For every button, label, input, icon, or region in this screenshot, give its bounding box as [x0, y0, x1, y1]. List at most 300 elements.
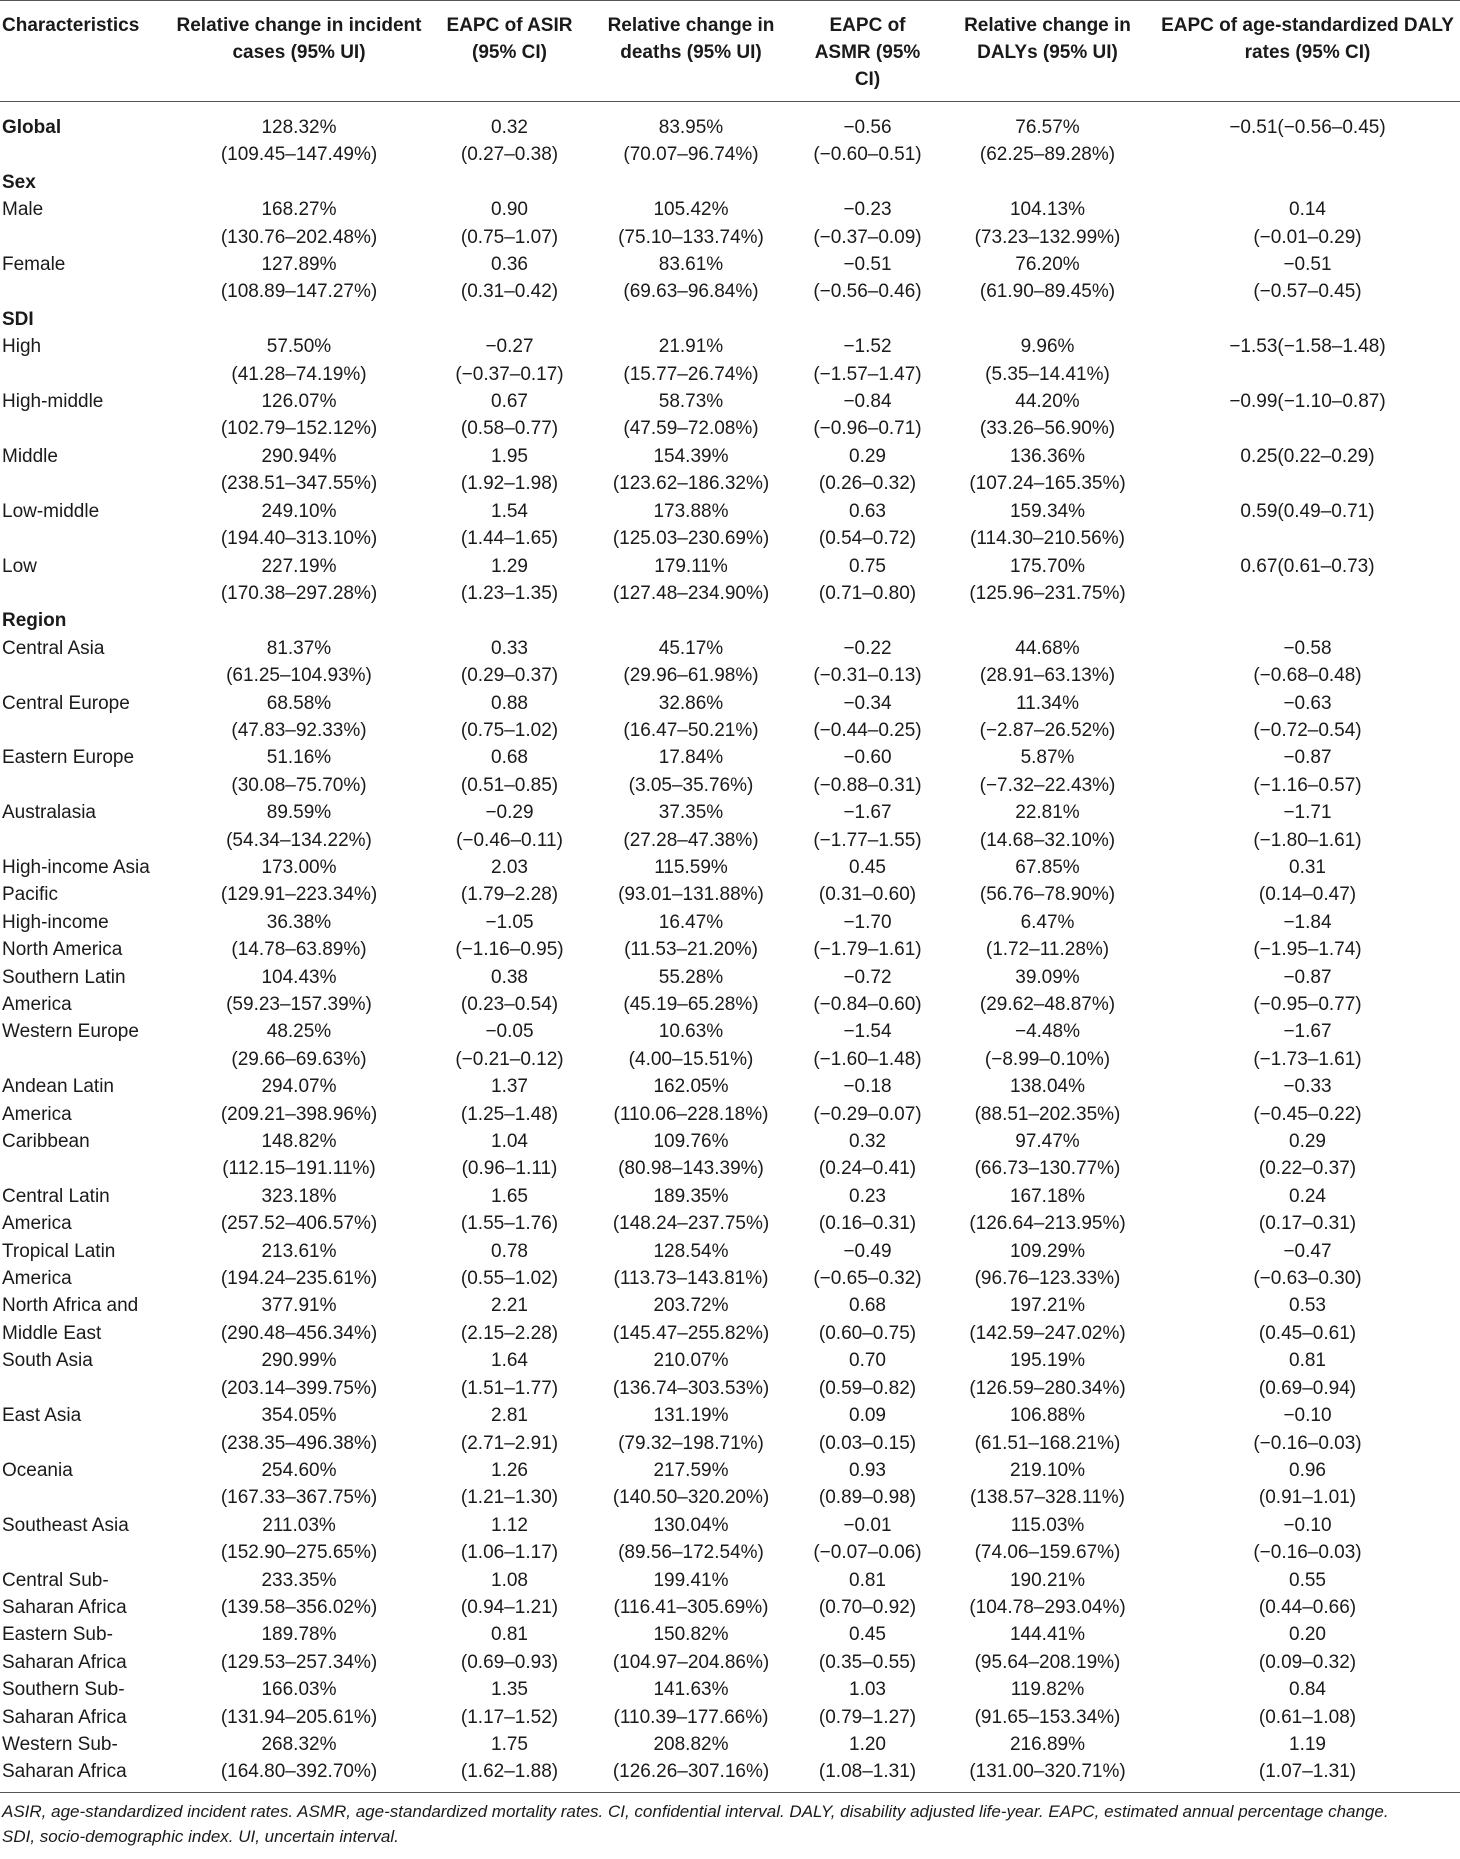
- cell-estimate: 141.63%: [653, 1679, 729, 1701]
- cell-estimate: 0.29: [1289, 1131, 1326, 1153]
- cell-interval: (29.96–61.98%): [623, 665, 759, 687]
- table-cell: [166, 1292, 432, 1347]
- table-cell: [166, 1676, 432, 1731]
- cell-interval: (0.16–0.31): [818, 1213, 917, 1235]
- cell-estimate: 0.24: [1289, 1185, 1326, 1207]
- table-cell: [1155, 635, 1460, 690]
- cell-estimate: −0.18: [843, 1076, 892, 1098]
- cell-interval: (−0.44–0.25): [813, 719, 922, 741]
- table-row: [0, 388, 1460, 443]
- table-row: [0, 1347, 1460, 1402]
- table-cell: [166, 114, 432, 169]
- table-cell: [587, 333, 795, 388]
- table-cell: [587, 964, 795, 1019]
- cell-estimate: 323.18%: [261, 1185, 337, 1207]
- table-cell: [587, 1621, 795, 1676]
- cell-estimate: 175.70%: [1009, 555, 1085, 577]
- cell-estimate: 76.57%: [1015, 117, 1080, 138]
- cell-estimate: 2.03: [491, 856, 528, 878]
- cell-interval: (−1.60–1.48): [813, 1048, 922, 1070]
- cell-estimate: 0.55: [1289, 1569, 1326, 1591]
- cell-interval: (96.76–123.33%): [974, 1268, 1121, 1290]
- row-label-line-1: High-middle: [2, 391, 104, 413]
- table-cell: [587, 1018, 795, 1073]
- cell-interval: (203.14–399.75%): [220, 1377, 378, 1399]
- cell-interval: (30.08–75.70%): [231, 774, 367, 796]
- cell-estimate: 189.35%: [653, 1185, 729, 1207]
- cell-interval: (145.47–255.82%): [612, 1322, 770, 1344]
- group-heading: Sex: [2, 171, 36, 193]
- cell-interval: (0.54–0.72): [818, 528, 917, 550]
- cell-estimate: 168.27%: [261, 199, 337, 221]
- table-cell: [795, 251, 940, 306]
- cell-interval: (209.21–398.96%): [220, 1103, 378, 1125]
- cell-interval: (0.75–1.07): [460, 226, 559, 248]
- row-label-line-1: Caribbean: [2, 1131, 90, 1153]
- table-cell: [1155, 388, 1460, 443]
- header-row: [0, 1, 1460, 102]
- row-label-line-1: Central Asia: [2, 637, 105, 659]
- cell-interval: (131.94–205.61%): [220, 1706, 378, 1728]
- table-cell: [166, 388, 432, 443]
- cell-estimate: 159.34%: [1009, 500, 1085, 522]
- cell-estimate: −1.52: [843, 336, 892, 358]
- table-cell: [166, 1512, 432, 1567]
- table-cell: [587, 251, 795, 306]
- cell-estimate: 68.58%: [266, 692, 332, 714]
- cell-interval: (−0.07–0.06): [813, 1542, 922, 1564]
- cell-estimate: 216.89%: [1009, 1733, 1085, 1755]
- cell-estimate: 0.29: [849, 445, 886, 467]
- cell-estimate: 6.47%: [1020, 911, 1075, 933]
- table-row: [0, 1128, 1460, 1183]
- cell-interval: (4.00–15.51%): [628, 1048, 754, 1070]
- cell-interval: (54.34–134.22%): [226, 829, 372, 851]
- table-row: [0, 635, 1460, 690]
- cell-interval: (29.66–69.63%): [231, 1048, 367, 1070]
- table-cell: [587, 1457, 795, 1512]
- cell-interval: (91.65–153.34%): [974, 1706, 1121, 1728]
- cell-interval: (47.59–72.08%): [623, 418, 759, 440]
- table-cell: [940, 1183, 1155, 1238]
- cell-estimate: 0.68: [491, 747, 528, 769]
- table-cell: [432, 799, 587, 854]
- cell-interval: (5.35–14.41%): [985, 363, 1110, 385]
- table-cell: [795, 744, 940, 799]
- table-cell: [432, 388, 587, 443]
- cell-estimate: 104.43%: [261, 966, 337, 988]
- cell-interval: (0.17–0.31): [1258, 1213, 1357, 1235]
- cell-estimate: 0.33: [491, 637, 528, 659]
- cell-interval: (−0.21–0.12): [455, 1048, 564, 1070]
- cell-estimate: 290.99%: [261, 1350, 337, 1372]
- table-cell: [587, 114, 795, 169]
- row-label: [0, 635, 166, 690]
- cell-estimate: −0.51: [1283, 254, 1332, 276]
- cell-interval: (0.45–0.61): [1258, 1322, 1357, 1344]
- table-cell: [1155, 690, 1460, 745]
- table-row: [0, 1512, 1460, 1567]
- cell-interval: (47.83–92.33%): [231, 719, 367, 741]
- cell-estimate: −0.87: [1283, 966, 1332, 988]
- cell-estimate: 10.63%: [658, 1021, 724, 1043]
- cell-interval: (1.06–1.17): [460, 1542, 559, 1564]
- cell-estimate: −0.34: [843, 692, 892, 714]
- cell-estimate: 219.10%: [1009, 1459, 1085, 1481]
- cell-estimate: 48.25%: [266, 1021, 332, 1043]
- cell-estimate: 126.07%: [261, 391, 337, 413]
- cell-estimate: 227.19%: [261, 555, 337, 577]
- table-cell: [795, 799, 940, 854]
- table-cell: [432, 1128, 587, 1183]
- table-cell: [1155, 1731, 1460, 1792]
- table-cell: [1155, 909, 1460, 964]
- cell-estimate: 195.19%: [1009, 1350, 1085, 1372]
- cell-interval: (1.62–1.88): [460, 1761, 559, 1783]
- cell-interval: (0.24–0.41): [818, 1158, 917, 1180]
- table-cell: [166, 1183, 432, 1238]
- cell-estimate: −0.60: [843, 747, 892, 769]
- cell-estimate: 211.03%: [262, 1514, 336, 1536]
- table-cell: [1155, 553, 1460, 608]
- cell-estimate: 1.75: [491, 1733, 528, 1755]
- cell-estimate: 199.41%: [653, 1569, 729, 1591]
- table-cell: [1155, 443, 1460, 498]
- cell-interval: (0.61–1.08): [1258, 1706, 1357, 1728]
- cell-interval: (1.51–1.77): [460, 1377, 559, 1399]
- cell-estimate: 294.07%: [261, 1076, 337, 1098]
- cell-estimate: 173.00%: [261, 856, 337, 878]
- group-heading: SDI: [2, 308, 34, 330]
- table-cell: [587, 744, 795, 799]
- cell-interval: (0.60–0.75): [818, 1322, 917, 1344]
- table-cell: [940, 1402, 1155, 1457]
- cell-interval: (107.24–165.35%): [969, 473, 1126, 495]
- table-cell: [1155, 251, 1460, 306]
- row-label-line-1: Southeast Asia: [2, 1514, 129, 1536]
- cell-estimate: 1.37: [491, 1076, 528, 1098]
- table-cell: [166, 1402, 432, 1457]
- table-cell: [166, 1073, 432, 1128]
- table-cell: [166, 1567, 432, 1622]
- cell-estimate: 0.45: [849, 1624, 886, 1646]
- cell-interval: (0.44–0.66): [1258, 1596, 1357, 1618]
- cell-interval: (0.35–0.55): [818, 1651, 917, 1673]
- row-label-line-2: North America: [2, 939, 123, 961]
- cell-estimate: 0.78: [491, 1240, 528, 1262]
- cell-estimate: 44.20%: [1015, 391, 1080, 413]
- cell-estimate: 354.05%: [261, 1405, 337, 1427]
- table-cell: [795, 333, 940, 388]
- cell-estimate: 0.31: [1289, 856, 1326, 878]
- cell-estimate: 268.32%: [261, 1733, 337, 1755]
- cell-interval: (1.72–11.28%): [985, 939, 1110, 961]
- table-cell: [940, 1347, 1155, 1402]
- cell-interval: (41.28–74.19%): [231, 363, 367, 385]
- row-label: [0, 1073, 166, 1128]
- cell-estimate: 1.03: [849, 1679, 886, 1701]
- table-cell: [587, 799, 795, 854]
- table-cell: [587, 909, 795, 964]
- cell-estimate: 39.09%: [1015, 966, 1080, 988]
- cell-estimate: −0.10: [1283, 1405, 1332, 1427]
- table-cell: [1155, 1238, 1460, 1293]
- cell-estimate: 1.04: [491, 1131, 528, 1153]
- table-row: [0, 854, 1460, 909]
- cell-interval: (−1.73–1.61): [1253, 1048, 1362, 1070]
- cell-estimate: 208.82%: [653, 1733, 729, 1755]
- cell-interval: (0.14–0.47): [1258, 884, 1357, 906]
- cell-estimate: 22.81%: [1015, 802, 1080, 824]
- row-label-line-1: Female: [2, 254, 66, 276]
- footnote-line-1: ASIR, age-standardized incident rates. ASMR, age-standardized mortality rates. CI, confidential interval. DALY, disability adjusted life-year. EAPC, estimated annual percentage change.: [2, 1801, 1389, 1821]
- row-label-line-2: Saharan Africa: [2, 1706, 127, 1728]
- cell-interval: (0.27–0.38): [460, 144, 559, 166]
- cell-interval: (0.70–0.92): [818, 1596, 917, 1618]
- cell-interval: (0.58–0.77): [460, 418, 559, 440]
- table-cell: [940, 1073, 1155, 1128]
- cell-estimate: 45.17%: [658, 637, 724, 659]
- cell-interval: (−0.01–0.29): [1253, 226, 1362, 248]
- table-cell: [940, 1567, 1155, 1622]
- table-cell: [166, 1347, 432, 1402]
- table-cell: [432, 1676, 587, 1731]
- table-cell: [1155, 1018, 1460, 1073]
- table-cell: [940, 964, 1155, 1019]
- cell-interval: (−0.45–0.22): [1253, 1103, 1362, 1125]
- table-row: [0, 1018, 1460, 1073]
- cell-estimate: −0.27: [485, 336, 534, 358]
- cell-estimate: −1.70: [843, 911, 892, 933]
- cell-estimate: 0.75: [849, 555, 886, 577]
- spacer-row: [0, 102, 1460, 115]
- row-label-line-1: High: [2, 336, 42, 358]
- cell-interval: (−0.16–0.03): [1253, 1542, 1362, 1564]
- cell-estimate: 0.14: [1289, 199, 1326, 221]
- table-cell: [587, 498, 795, 553]
- cell-interval: (0.59–0.82): [818, 1377, 917, 1399]
- table-cell: [795, 1073, 940, 1128]
- cell-interval: (−0.16–0.03): [1253, 1432, 1362, 1454]
- cell-interval: (113.73–143.81%): [613, 1268, 769, 1290]
- cell-estimate: 1.20: [849, 1733, 886, 1755]
- cell-interval: (−0.29–0.07): [813, 1103, 922, 1125]
- table-cell: [795, 1018, 940, 1073]
- table-row: [0, 1621, 1460, 1676]
- table-cell: [166, 251, 432, 306]
- cell-interval: (56.76–78.90%): [979, 884, 1116, 906]
- table-cell: [795, 498, 940, 553]
- cell-interval: (1.25–1.48): [460, 1103, 559, 1125]
- table-row: [0, 251, 1460, 306]
- table-cell: [432, 1621, 587, 1676]
- cell-interval: (290.48–456.34%): [220, 1322, 378, 1344]
- header-incident-change: Relative change in incident cases (95% UI): [166, 1, 432, 102]
- cell-estimate: −0.23: [843, 199, 892, 221]
- cell-interval: (61.25–104.93%): [226, 665, 372, 687]
- cell-estimate: −0.10: [1283, 1514, 1332, 1536]
- table-footnote: [0, 1793, 1460, 1849]
- cell-estimate: 115.59%: [654, 856, 728, 878]
- table-cell: [1155, 1347, 1460, 1402]
- cell-estimate: 51.16%: [266, 747, 332, 769]
- cell-interval: (−1.79–1.61): [813, 939, 922, 961]
- table-cell: [432, 1018, 587, 1073]
- cell-interval: (152.90–275.65%): [220, 1542, 378, 1564]
- cell-estimate: −1.84: [1283, 911, 1332, 933]
- cell-estimate: 189.78%: [261, 1624, 337, 1646]
- cell-interval: (0.29–0.37): [460, 665, 559, 687]
- row-label-line-1: Global: [2, 117, 62, 138]
- cell-estimate: 128.32%: [261, 117, 337, 138]
- cell-estimate: 21.91%: [658, 336, 724, 358]
- table-cell: [1155, 1457, 1460, 1512]
- table-row: [0, 443, 1460, 498]
- cell-interval: (125.03–230.69%): [612, 528, 770, 550]
- cell-estimate: 166.03%: [261, 1679, 337, 1701]
- table-cell: [166, 744, 432, 799]
- cell-estimate: −0.22: [843, 637, 892, 659]
- cell-estimate: 254.60%: [261, 1459, 337, 1481]
- cell-estimate: 148.82%: [261, 1131, 337, 1153]
- row-label-line-1: Western Europe: [2, 1021, 139, 1043]
- table-cell: [1155, 1567, 1460, 1622]
- cell-interval: (110.06–228.18%): [613, 1103, 769, 1125]
- cell-interval: (238.51–347.55%): [220, 473, 378, 495]
- cell-interval: (−1.16–0.57): [1253, 774, 1362, 796]
- cell-estimate: 167.18%: [1009, 1185, 1085, 1207]
- table-cell: [587, 854, 795, 909]
- table-cell: [432, 196, 587, 251]
- cell-interval: (−0.68–0.48): [1253, 665, 1362, 687]
- cell-estimate: 83.95%: [658, 117, 724, 138]
- table-cell: [166, 1128, 432, 1183]
- table-cell: [795, 196, 940, 251]
- cell-estimate: 130.04%: [653, 1514, 729, 1536]
- cell-estimate: 67.85%: [1015, 856, 1080, 878]
- cell-interval: (130.76–202.48%): [220, 226, 378, 248]
- cell-interval: (238.35–496.38%): [220, 1432, 378, 1454]
- cell-estimate: 115.03%: [1010, 1514, 1085, 1536]
- cell-interval: (0.09–0.32): [1258, 1651, 1357, 1673]
- cell-interval: (125.96–231.75%): [969, 582, 1126, 604]
- header-eapc-asir: EAPC of ASIR (95% CI): [432, 1, 587, 102]
- cell-interval: (0.03–0.15): [818, 1432, 917, 1454]
- cell-estimate: 0.32: [849, 1131, 886, 1153]
- table-cell: [795, 1676, 940, 1731]
- group-heading: Region: [2, 610, 67, 632]
- cell-estimate: 213.61%: [261, 1240, 337, 1262]
- cell-estimate: 1.19: [1289, 1733, 1326, 1755]
- cell-estimate: −0.51(−0.56–0.45): [1229, 117, 1386, 138]
- table-cell: [1155, 1676, 1460, 1731]
- cell-interval: (140.50–320.20%): [612, 1487, 770, 1509]
- header-deaths-change: Relative change in deaths (95% UI): [587, 1, 795, 102]
- cell-estimate: 16.47%: [658, 911, 724, 933]
- row-label-line-1: Low-middle: [2, 500, 100, 522]
- row-label: [0, 1183, 166, 1238]
- row-label-line-1: East Asia: [2, 1405, 82, 1427]
- cell-interval: (2.15–2.28): [460, 1322, 559, 1344]
- cell-interval: (167.33–367.75%): [220, 1487, 378, 1509]
- table-cell: [1155, 1073, 1460, 1128]
- cell-estimate: −0.49: [843, 1240, 892, 1262]
- cell-estimate: 1.95: [491, 445, 528, 467]
- cell-estimate: −1.67: [1283, 1021, 1332, 1043]
- cell-interval: (102.79–152.12%): [220, 418, 378, 440]
- cell-interval: (0.26–0.32): [818, 473, 917, 495]
- cell-interval: (0.22–0.37): [1258, 1158, 1357, 1180]
- cell-estimate: 17.84%: [658, 747, 724, 769]
- table-cell: [432, 1512, 587, 1567]
- cell-estimate: −0.58: [1283, 637, 1332, 659]
- table-row: [0, 799, 1460, 854]
- cell-interval: (170.38–297.28%): [220, 582, 378, 604]
- cell-estimate: −0.01: [843, 1514, 892, 1536]
- table-cell: [1155, 114, 1460, 169]
- cell-estimate: 105.42%: [653, 199, 729, 221]
- table-cell: [432, 1402, 587, 1457]
- cell-estimate: 162.05%: [653, 1076, 729, 1098]
- cell-interval: (104.97–204.86%): [612, 1651, 770, 1673]
- table-row: [0, 1457, 1460, 1512]
- table-cell: [1155, 854, 1460, 909]
- cell-interval: (0.94–1.21): [460, 1596, 559, 1618]
- row-label: [0, 1347, 166, 1402]
- cell-interval: (80.98–143.39%): [618, 1158, 764, 1180]
- table-cell: [587, 443, 795, 498]
- cell-estimate: 138.04%: [1009, 1076, 1085, 1098]
- cell-estimate: 119.82%: [1010, 1679, 1085, 1701]
- row-label-line-1: Australasia: [2, 802, 96, 824]
- cell-estimate: −0.87: [1283, 747, 1332, 769]
- table-cell: [166, 1731, 432, 1792]
- table-cell: [587, 1567, 795, 1622]
- row-label-line-2: America: [2, 994, 72, 1015]
- cell-estimate: 97.47%: [1015, 1131, 1080, 1153]
- cell-estimate: 36.38%: [266, 911, 332, 933]
- cell-interval: (257.52–406.57%): [220, 1213, 378, 1235]
- cell-estimate: 131.19%: [653, 1405, 729, 1427]
- cell-interval: (79.32–198.71%): [618, 1432, 764, 1454]
- cell-estimate: −0.56: [843, 117, 892, 138]
- table-cell: [795, 1512, 940, 1567]
- row-label-line-1: Central Latin: [2, 1185, 110, 1207]
- row-label: [0, 1457, 166, 1512]
- footnote-line-2: SDI, socio-demographic index. UI, uncertain interval.: [2, 1826, 399, 1846]
- table-cell: [795, 690, 940, 745]
- row-label-line-1: Low: [2, 555, 37, 577]
- row-label-line-1: Andean Latin: [2, 1076, 114, 1098]
- row-label-line-1: Southern Sub-: [2, 1679, 125, 1701]
- cell-estimate: 190.21%: [1009, 1569, 1085, 1591]
- row-label-line-2: Pacific: [2, 884, 58, 906]
- cell-estimate: 233.35%: [261, 1569, 337, 1591]
- cell-interval: (11.53–21.20%): [624, 939, 758, 961]
- row-label: [0, 690, 166, 745]
- cell-estimate: 81.37%: [266, 637, 332, 659]
- cell-estimate: 1.08: [491, 1569, 528, 1591]
- row-label-line-2: America: [2, 1213, 72, 1235]
- cell-interval: (129.91–223.34%): [220, 884, 378, 906]
- cell-estimate: 32.86%: [658, 692, 724, 714]
- cell-interval: (0.55–1.02): [460, 1268, 559, 1290]
- table-cell: [432, 114, 587, 169]
- table-cell: [940, 690, 1155, 745]
- cell-estimate: −1.53(−1.58–1.48): [1229, 336, 1386, 358]
- cell-interval: (−1.16–0.95): [455, 939, 564, 961]
- table-row: [0, 909, 1460, 964]
